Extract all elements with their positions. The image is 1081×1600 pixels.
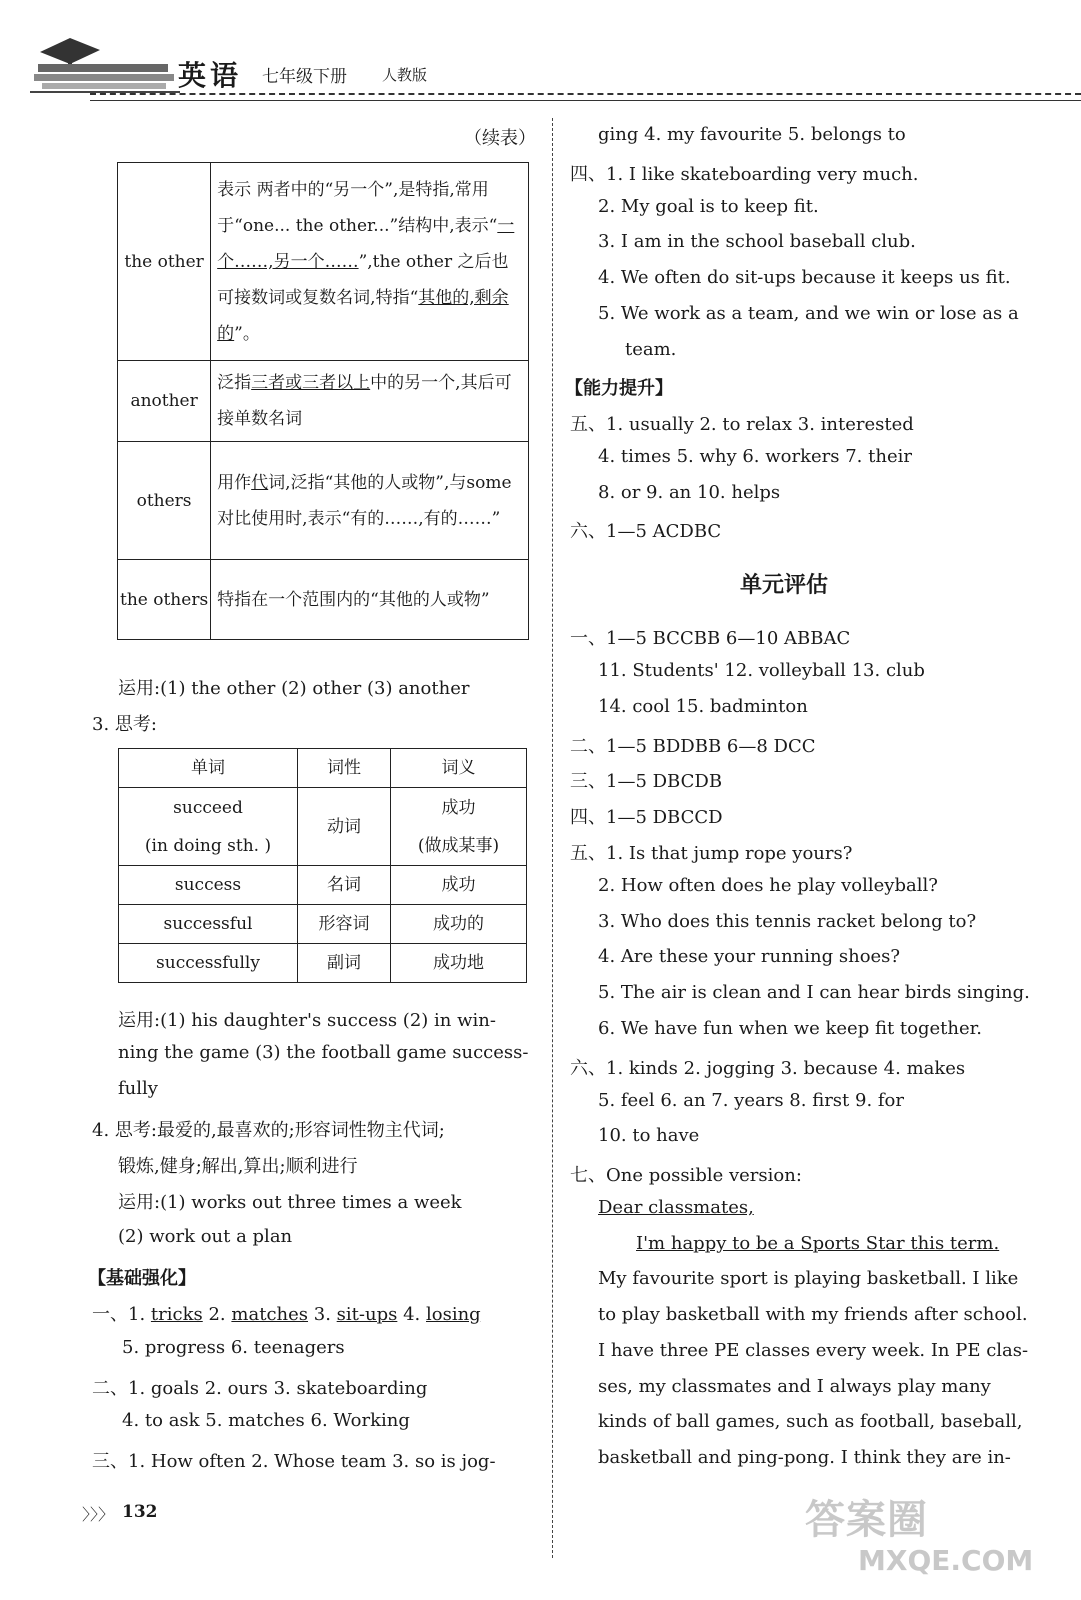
table-term: another xyxy=(118,361,211,442)
pos-cell: 动词 xyxy=(298,788,391,866)
answer-line: 四、1—5 DBCCD xyxy=(570,807,723,828)
table-row xyxy=(118,442,529,560)
answer-line: 四、1. I like skateboarding very much. xyxy=(570,164,919,185)
answer-line: 4. to ask 5. matches 6. Working xyxy=(122,1410,410,1431)
letter-line: I have three PE classes every week. In PE clas- xyxy=(598,1340,1029,1361)
usage-line: 运用:(1) the other (2) other (3) another xyxy=(118,678,470,699)
watermark-logo: 答案圈 xyxy=(805,1497,928,1543)
answer-line: 5. feel 6. an 7. years 8. first 9. for xyxy=(598,1090,904,1111)
table-row xyxy=(118,361,529,442)
answer-line: 五、1. Is that jump rope yours? xyxy=(570,843,853,864)
letter-line: kinds of ball games, such as football, baseball, xyxy=(598,1411,1023,1432)
pronoun-table xyxy=(117,162,529,640)
answer-line: 11. Students' 12. volleyball 13. club xyxy=(598,660,925,681)
column-header: 单词 xyxy=(119,749,298,788)
answer-line: 5. The air is clean and I can hear birds singing. xyxy=(598,982,1030,1003)
meaning-cell: 成功的 xyxy=(391,905,527,944)
table-desc: 特指在一个范围内的“其他的人或物” xyxy=(211,560,529,640)
answer-line: 一、1. tricks 2. matches 3. sit-ups 4. losing xyxy=(92,1304,481,1325)
answer-line: 3. I am in the school baseball club. xyxy=(598,231,916,252)
meaning-cell: 成功 xyxy=(391,866,527,905)
table-desc: 表示 两者中的“另一个”,是特指,常用于“one... the other...”结构中,表示“一个……,另一个……”,the other 之后也可接数词或复数名词,特指“其他的,剩余的”。 xyxy=(211,163,529,361)
table-term: the other xyxy=(118,163,211,361)
answer-line: team. xyxy=(625,339,677,360)
section-heading: 【能力提升】 xyxy=(565,378,673,399)
word-form-table xyxy=(118,748,527,983)
usage-line: 运用:(1) his daughter's success (2) in win- xyxy=(118,1010,496,1031)
letter-greeting: Dear classmates, xyxy=(598,1197,754,1218)
header-rule xyxy=(90,100,1081,101)
meaning-cell: 成功 (做成某事) xyxy=(391,788,527,866)
pos-cell: 副词 xyxy=(298,944,391,983)
think-heading: 3. 思考: xyxy=(92,714,157,735)
answer-line: 3. Who does this tennis racket belong to? xyxy=(598,911,977,932)
book-stack-logo-icon xyxy=(30,30,180,100)
unit-title: 单元评估 xyxy=(740,572,829,598)
answer-line: 5. We work as a team, and we win or lose as a xyxy=(598,303,1019,324)
answer-line: 一、1—5 BCCBB 6—10 ABBAC xyxy=(570,628,851,649)
answer-line: 5. progress 6. teenagers xyxy=(122,1337,345,1358)
header-rule xyxy=(90,93,1081,95)
page-marker-icon: 〉〉〉 xyxy=(82,1505,115,1524)
header-subject: 英语 xyxy=(178,59,243,92)
column-divider xyxy=(552,118,553,1558)
section-heading: 【基础强化】 xyxy=(88,1268,196,1289)
page-number: 132 xyxy=(122,1502,158,1522)
answer-line: 五、1. usually 2. to relax 3. interested xyxy=(570,414,914,435)
answer-line: 8. or 9. an 10. helps xyxy=(598,482,781,503)
word-cell: successful xyxy=(119,905,298,944)
pos-cell: 名词 xyxy=(298,866,391,905)
usage-line: 运用:(1) works out three times a week xyxy=(118,1192,462,1213)
letter-line: ses, my classmates and I always play many xyxy=(598,1376,991,1397)
answer-line: 六、1—5 ACDBC xyxy=(570,521,722,542)
answer-line: 6. We have fun when we keep fit together. xyxy=(598,1018,982,1039)
pos-cell: 形容词 xyxy=(298,905,391,944)
answer-line: 4. We often do sit-ups because it keeps us fit. xyxy=(598,267,1011,288)
letter-line: basketball and ping-pong. I think they are in- xyxy=(598,1447,1011,1468)
table-term: others xyxy=(118,442,211,560)
letter-lead: I'm happy to be a Sports Star this term. xyxy=(636,1233,1000,1254)
answer-line: ging 4. my favourite 5. belongs to xyxy=(598,124,906,145)
answer-line: 二、1—5 BDDBB 6—8 DCC xyxy=(570,736,816,757)
answer-line: 14. cool 15. badminton xyxy=(598,696,808,717)
think-line: 锻炼,健身;解出,算出;顺利进行 xyxy=(118,1156,358,1177)
header-grade: 七年级下册 xyxy=(262,67,347,87)
answer-line: 七、One possible version: xyxy=(570,1165,802,1186)
answer-line: 10. to have xyxy=(598,1125,700,1146)
table-row xyxy=(119,866,527,905)
answer-line: 4. Are these your running shoes? xyxy=(598,946,901,967)
table-header-row xyxy=(119,749,527,788)
answer-line: 2. My goal is to keep fit. xyxy=(598,196,819,217)
word-cell: success xyxy=(119,866,298,905)
usage-line: ning the game (3) the football game success- xyxy=(118,1042,529,1063)
answer-line: 三、1—5 DBCDB xyxy=(570,771,723,792)
answer-line: 三、1. How often 2. Whose team 3. so is jog- xyxy=(92,1451,496,1472)
table-row xyxy=(119,905,527,944)
usage-line: fully xyxy=(118,1078,158,1099)
word-cell: successfully xyxy=(119,944,298,983)
letter-line: My favourite sport is playing basketball. I like xyxy=(598,1268,1019,1289)
think-line: 4. 思考:最爱的,最喜欢的;形容词性物主代词; xyxy=(92,1120,445,1141)
continued-label: （续表） xyxy=(464,128,536,149)
table-desc: 泛指三者或三者以上中的另一个,其后可接单数名词 xyxy=(211,361,529,442)
answer-line: 六、1. kinds 2. jogging 3. because 4. makes xyxy=(570,1058,966,1079)
watermark-url: MXQE.COM xyxy=(858,1544,1034,1577)
column-header: 词义 xyxy=(391,749,527,788)
table-row xyxy=(118,163,529,361)
header-edition: 人教版 xyxy=(382,66,428,84)
column-header: 词性 xyxy=(298,749,391,788)
table-row xyxy=(119,788,527,866)
answer-line: 二、1. goals 2. ours 3. skateboarding xyxy=(92,1378,428,1399)
answer-line: 2. How often does he play volleyball? xyxy=(598,875,938,896)
table-term: the others xyxy=(118,560,211,640)
answer-line: 4. times 5. why 6. workers 7. their xyxy=(598,446,912,467)
meaning-cell: 成功地 xyxy=(391,944,527,983)
word-cell: succeed (in doing sth. ) xyxy=(119,788,298,866)
table-desc: 用作代词,泛指“其他的人或物”,与some 对比使用时,表示“有的……,有的……” xyxy=(211,442,529,560)
letter-line: to play basketball with my friends after school. xyxy=(598,1304,1028,1325)
table-row xyxy=(118,560,529,640)
table-row xyxy=(119,944,527,983)
usage-line: (2) work out a plan xyxy=(118,1226,293,1247)
